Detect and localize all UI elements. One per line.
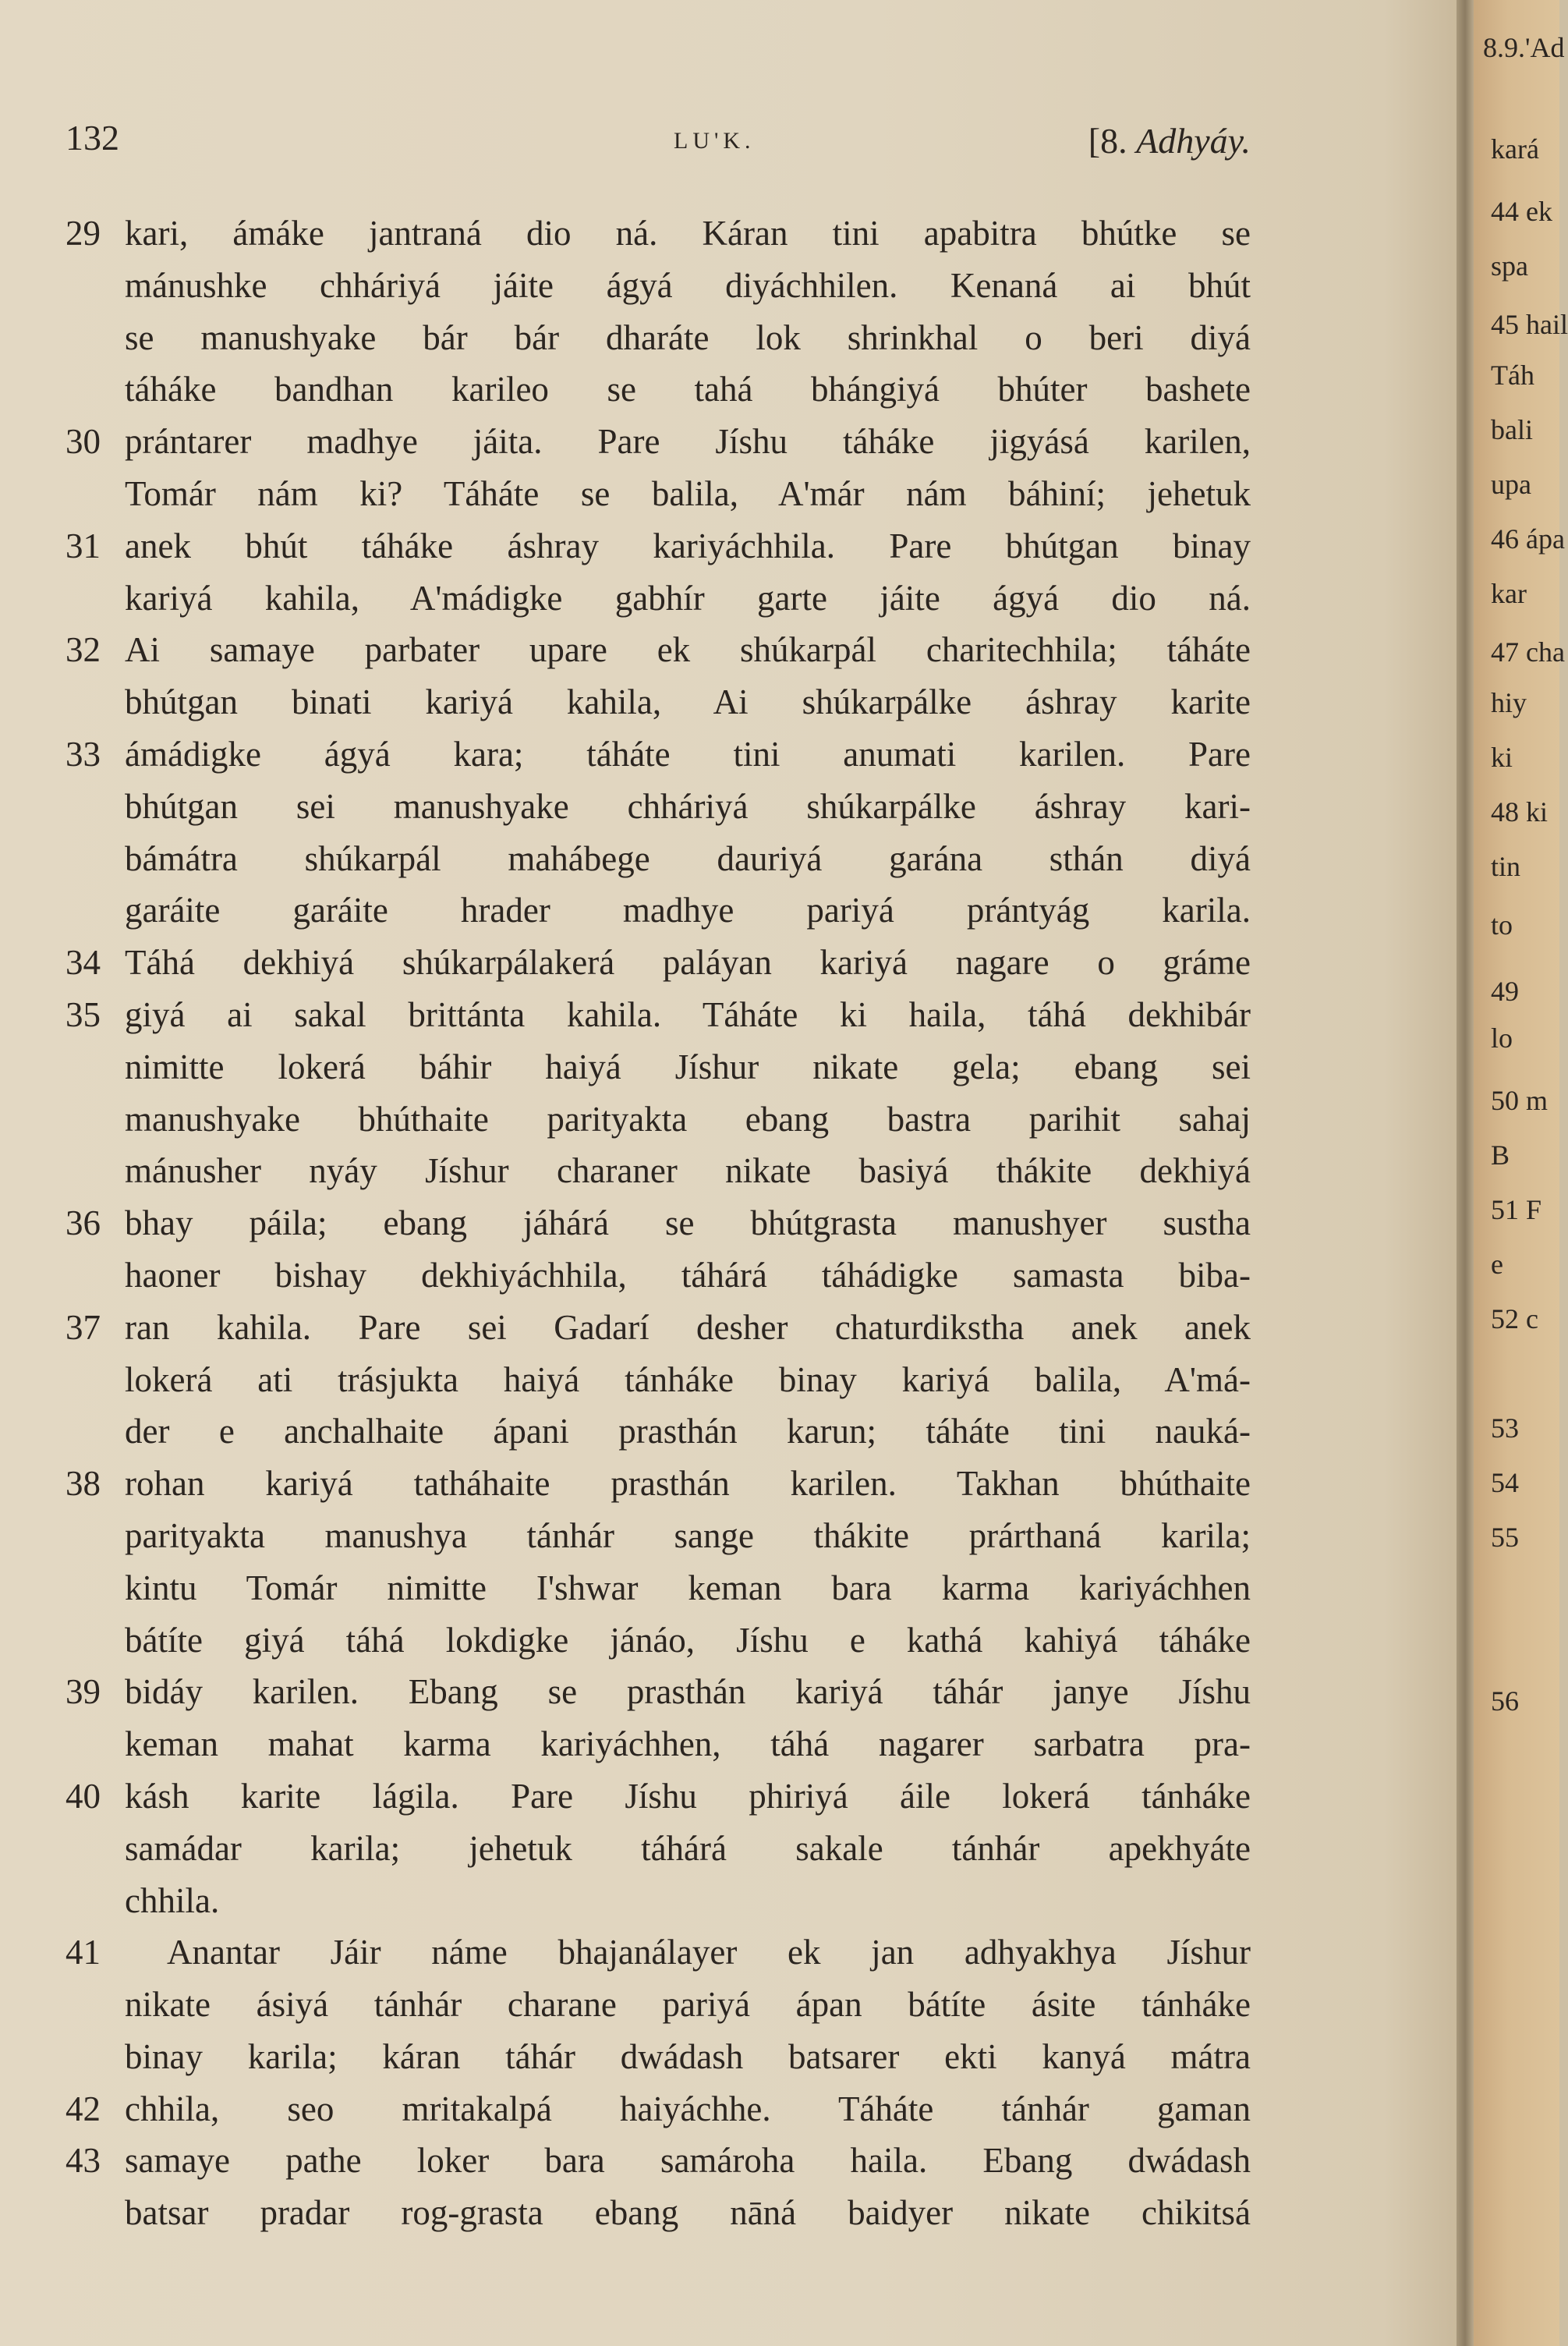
line-text: mánushke chháriyá jáite ágyá diyáchhilen. Kenaná ai bhút: [125, 265, 1251, 305]
line-text: binay karila; káran táhár dwádash batsarer ekti kanyá mátra: [125, 2036, 1251, 2076]
line-text: parityakta manushya tánhár sange thákite prárthaná karila;: [125, 1515, 1251, 1555]
text-line: [0, 1458, 1457, 1510]
facing-page-fragment: lo: [1491, 1022, 1513, 1054]
text-line: [0, 781, 1457, 833]
text-line: [0, 1405, 1457, 1458]
line-text: bhútgan sei manushyake chháriyá shúkarpálke áshray kari-: [125, 786, 1251, 826]
line-text: nikate ásiyá tánhár charane pariyá ápan bátíte ásite tánháke: [125, 1985, 1251, 2025]
line-text: giyá ai sakal brittánta kahila. Táháte ki haila, táhá dekhibár: [125, 994, 1251, 1034]
text-line: [0, 1666, 1457, 1718]
facing-page-fragment: tin: [1491, 851, 1521, 882]
text-line: [0, 1249, 1457, 1302]
line-text: kari, ámáke jantraná dio ná. Káran tini apabitra bhútke se: [125, 214, 1251, 253]
line-text: batsar pradar rog-grasta ebang nāná baidyer nikate chikitsá: [125, 2193, 1251, 2233]
text-line: [0, 1875, 1457, 1927]
text-line: [0, 1979, 1457, 2031]
facing-page-fragment: Táh: [1491, 360, 1534, 391]
chapter-bracket: [8.: [1088, 121, 1127, 161]
line-text: haoner bishay dekhiyáchhila, táhárá táhádigke samasta biba-: [125, 1255, 1251, 1295]
book-gutter: [1457, 0, 1474, 2346]
line-text: táháke bandhan karileo se tahá bhángiyá bhúter bashete: [125, 370, 1251, 409]
line-text: bidáy karilen. Ebang se prasthán kariyá táhár janye Jíshu: [125, 1672, 1251, 1712]
facing-page-fragment: 8.9.'Ad: [1483, 32, 1565, 63]
line-text: keman mahat karma kariyáchhen, táhá nagarer sarbatra pra-: [125, 1724, 1251, 1764]
text-line: [0, 2031, 1457, 2083]
line-text: ámádigke ágyá kara; táháte tini anumati karilen. Pare: [125, 734, 1251, 774]
facing-page-fragment: 44 ek: [1491, 196, 1552, 227]
line-text: Anantar Jáir náme bhajanálayer ek jan adhyakhya Jíshur: [167, 1933, 1251, 1972]
line-text: bhay páila; ebang jáhárá se bhútgrasta manushyer sustha: [125, 1203, 1251, 1243]
chapter-name: Adhyáy.: [1136, 121, 1251, 161]
body-text: [0, 207, 1457, 2239]
facing-page-fragment: 55: [1491, 1522, 1519, 1553]
verse-number: 30: [65, 422, 101, 462]
running-title: LU'K.: [674, 128, 756, 154]
line-text: samaye pathe loker bara samároha haila. Ebang dwádash: [125, 2141, 1251, 2181]
text-line: [0, 572, 1457, 625]
verse-number: 40: [65, 1776, 101, 1816]
text-line: [0, 1197, 1457, 1249]
line-text: se manushyake bár bár dharáte lok shrinkhal o beri diyá: [125, 317, 1251, 357]
facing-page-fragment: B: [1491, 1139, 1510, 1171]
verse-number: 43: [65, 2141, 101, 2181]
text-line: [0, 1145, 1457, 1197]
verse-number: 32: [65, 630, 101, 670]
text-line: [0, 468, 1457, 520]
facing-page-fragment: to: [1491, 909, 1513, 941]
facing-page-fragment: kar: [1491, 578, 1527, 609]
text-line: [0, 207, 1457, 260]
line-text: kariyá kahila, A'mádigke gabhír garte jáite ágyá dio ná.: [125, 578, 1251, 618]
text-line: [0, 520, 1457, 572]
verse-number: 36: [65, 1203, 101, 1243]
line-text: anek bhút táháke áshray kariyáchhila. Pare bhútgan binay: [125, 526, 1251, 565]
text-line: [0, 1562, 1457, 1614]
text-line: [0, 937, 1457, 989]
line-text: chhila.: [125, 1880, 220, 1920]
text-line: [0, 624, 1457, 676]
text-line: [0, 1302, 1457, 1354]
line-text: garáite garáite hrader madhye pariyá prántyág karila.: [125, 891, 1251, 930]
facing-page-fragment: 54: [1491, 1467, 1519, 1498]
text-line: [0, 676, 1457, 728]
text-line: [0, 2083, 1457, 2135]
verse-number: 31: [65, 526, 101, 565]
text-line: [0, 363, 1457, 416]
facing-page-fragment: upa: [1491, 469, 1531, 500]
line-text: samádar karila; jehetuk táhárá sakale tánhár apekhyáte: [125, 1828, 1251, 1868]
text-line: [0, 989, 1457, 1041]
facing-page-fragment: 51 F: [1491, 1194, 1542, 1225]
verse-number: 38: [65, 1464, 101, 1504]
text-line: [0, 1926, 1457, 1979]
chapter-label: [1088, 120, 1251, 161]
line-text: ran kahila. Pare sei Gadarí desher chaturdikstha anek anek: [125, 1307, 1251, 1347]
running-header: [65, 117, 1251, 172]
text-line: [0, 312, 1457, 364]
text-line: [0, 1770, 1457, 1823]
line-text: Táhá dekhiyá shúkarpálakerá paláyan kariyá nagare o gráme: [125, 943, 1251, 983]
facing-page-fragment: kará: [1491, 133, 1539, 165]
text-line: [0, 1041, 1457, 1093]
text-line: [0, 1614, 1457, 1667]
line-text: kintu Tomár nimitte I'shwar keman bara karma kariyáchhen: [125, 1568, 1251, 1607]
line-text: Ai samaye parbater upare ek shúkarpál charitechhila; táháte: [125, 630, 1251, 670]
facing-page-fragment: 48 ki: [1491, 796, 1549, 827]
line-text: der e anchalhaite ápani prasthán karun; táháte tini nauká-: [125, 1412, 1251, 1451]
facing-page-fragment: e: [1491, 1249, 1503, 1280]
facing-page-fragment: 49: [1491, 976, 1519, 1007]
text-line: [0, 1093, 1457, 1146]
verse-number: 42: [65, 2089, 101, 2128]
line-text: bátíte giyá táhá lokdigke jánáo, Jíshu e kathá kahiyá táháke: [125, 1620, 1251, 1660]
facing-page-fragment: 53: [1491, 1412, 1519, 1444]
text-line: [0, 728, 1457, 781]
line-text: chhila, seo mritakalpá haiyáchhe. Táháte tánhár gaman: [125, 2089, 1251, 2128]
text-line: [0, 833, 1457, 885]
facing-page-fragment: hiy: [1491, 687, 1527, 718]
line-text: manushyake bhúthaite parityakta ebang bastra parihit sahaj: [125, 1099, 1251, 1139]
text-line: [0, 1823, 1457, 1875]
verse-number: 35: [65, 994, 101, 1034]
text-line: [0, 1718, 1457, 1770]
verse-number: 29: [65, 214, 101, 253]
text-line: [0, 1510, 1457, 1562]
line-text: nimitte lokerá báhir haiyá Jíshur nikate gela; ebang sei: [125, 1047, 1251, 1086]
facing-page-edge: [1474, 0, 1568, 2346]
line-text: rohan kariyá tatháhaite prasthán karilen. Takhan bhúthaite: [125, 1464, 1251, 1504]
verse-number: 37: [65, 1307, 101, 1347]
facing-page-fragment: 46 ápa: [1491, 523, 1565, 555]
text-line: [0, 260, 1457, 312]
line-text: Tomár nám ki? Táháte se balila, A'már nám báhiní; jehetuk: [125, 473, 1251, 513]
facing-page-fragment: 45 hail: [1491, 309, 1568, 340]
line-text: kásh karite lágila. Pare Jíshu phiriyá áile lokerá tánháke: [125, 1776, 1251, 1816]
line-text: lokerá ati trásjukta haiyá tánháke binay kariyá balila, A'má-: [125, 1359, 1251, 1399]
facing-page-fragment: bali: [1491, 414, 1533, 445]
facing-page-fragment: 56: [1491, 1685, 1519, 1717]
page-number: 132: [65, 118, 119, 158]
line-text: prántarer madhye jáita. Pare Jíshu táháke jigyásá karilen,: [125, 422, 1251, 462]
facing-page-fragment: ki: [1491, 742, 1513, 773]
verse-number: 33: [65, 734, 101, 774]
text-line: [0, 416, 1457, 468]
verse-number: 39: [65, 1672, 101, 1712]
line-text: bámátra shúkarpál mahábege dauriyá garána sthán diyá: [125, 838, 1251, 878]
facing-page-fragment: 47 cha: [1491, 636, 1565, 668]
facing-page-fragment: 52 c: [1491, 1303, 1538, 1334]
text-line: [0, 2187, 1457, 2239]
line-text: bhútgan binati kariyá kahila, Ai shúkarpálke áshray karite: [125, 682, 1251, 722]
text-line: [0, 1354, 1457, 1406]
text-line: [0, 884, 1457, 937]
text-line: [0, 2135, 1457, 2187]
facing-page-fragment: spa: [1491, 250, 1528, 282]
verse-number: 34: [65, 943, 101, 983]
verse-number: 41: [65, 1933, 101, 1972]
line-text: mánusher nyáy Jíshur charaner nikate basiyá thákite dekhiyá: [125, 1151, 1251, 1191]
facing-page-fragment: 50 m: [1491, 1085, 1549, 1116]
